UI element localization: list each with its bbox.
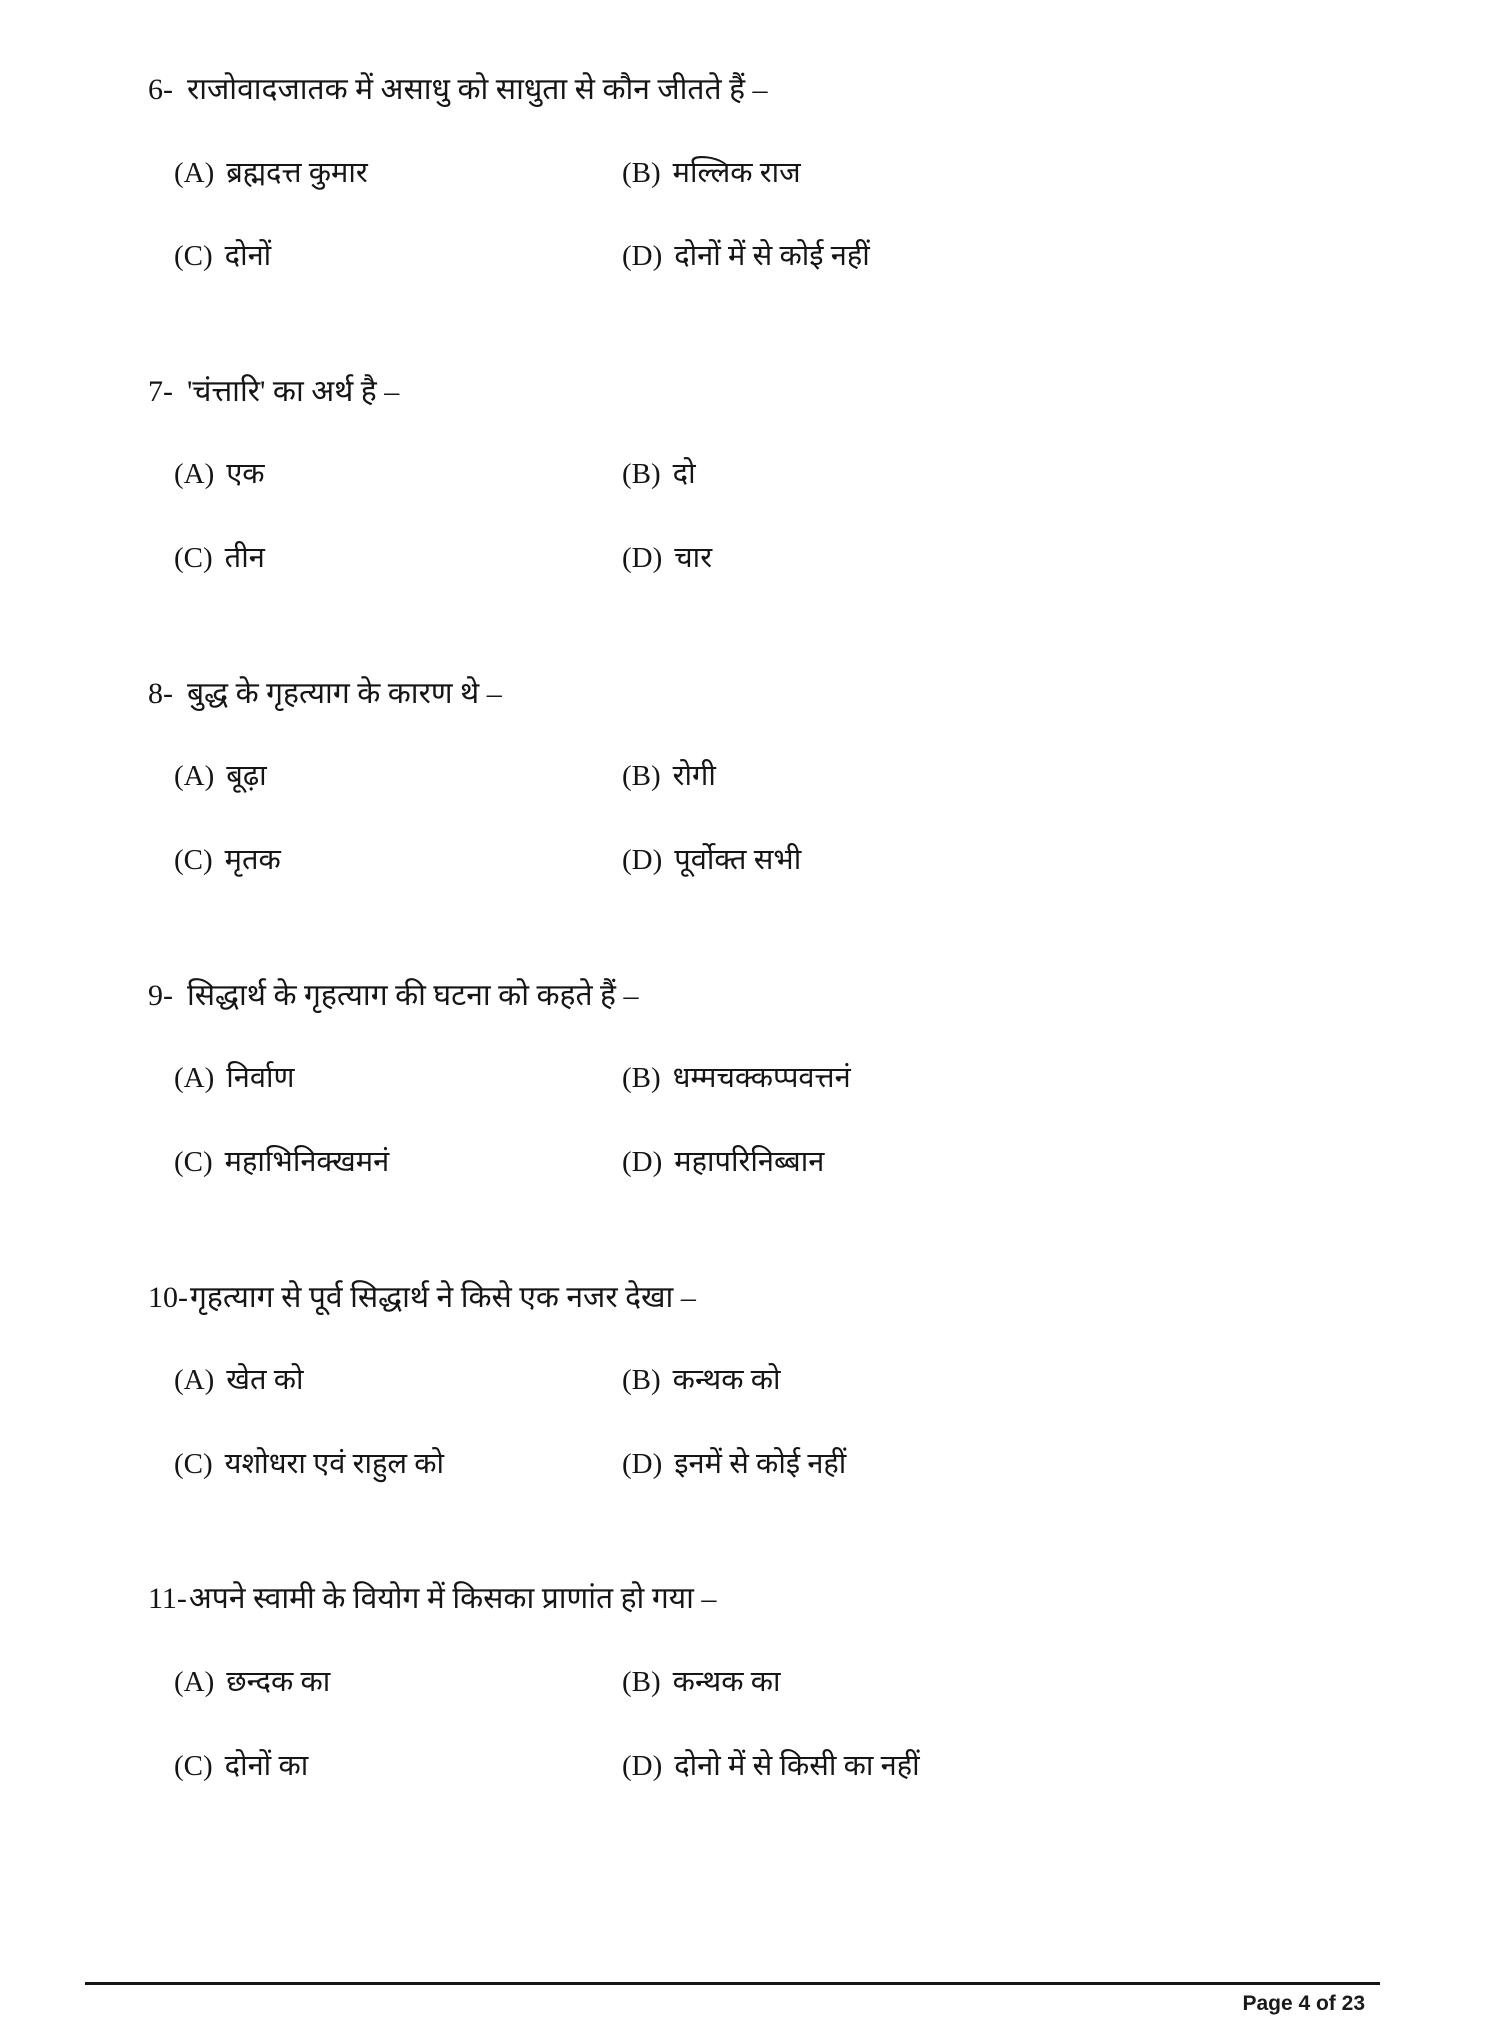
question-7 <box>148 372 1395 578</box>
option-label: (B) <box>622 1665 661 1698</box>
option-text: महाभिनिक्खमनं <box>224 1145 390 1178</box>
question-8-number: 8- <box>148 676 173 710</box>
option-text: दोनो में से किसी का नहीं <box>674 1749 920 1782</box>
option-label: (A) <box>174 458 215 491</box>
option-label: (D) <box>622 542 663 575</box>
option-label: (D) <box>622 1145 663 1178</box>
option-label: (A) <box>174 1062 215 1095</box>
question-11-text: अपने स्वामी के वियोग में किसका प्राणांत हो गया – <box>188 1582 717 1616</box>
option-label: (B) <box>622 1062 661 1095</box>
question-11-options <box>174 1664 1395 1785</box>
option-text: निर्वाण <box>226 1062 295 1095</box>
question-8-option-d <box>622 842 1395 880</box>
option-text: दोनों <box>224 240 272 273</box>
question-6-option-a <box>174 155 622 193</box>
question-8-line <box>148 674 1395 715</box>
question-8-text: बुद्ध के गृहत्याग के कारण थे – <box>187 676 502 710</box>
option-text: बूढ़ा <box>226 760 267 793</box>
question-10-option-a <box>174 1362 622 1400</box>
question-10-options <box>174 1362 1395 1483</box>
question-10-option-b <box>622 1362 1395 1400</box>
question-9-text: सिद्धार्थ के गृहत्याग की घटना को कहते हैं – <box>187 978 639 1012</box>
option-label: (C) <box>174 1749 213 1782</box>
question-9-option-b <box>622 1060 1395 1098</box>
footer-divider-line <box>85 1982 1380 1985</box>
question-6-text: राजोवादजातक में असाधु को साधुता से कौन जीतते हैं – <box>187 73 768 106</box>
option-label: (B) <box>622 458 661 491</box>
question-6-option-d <box>622 238 1395 276</box>
question-6-options <box>174 155 1395 276</box>
question-6-option-c <box>174 238 622 276</box>
option-text: कन्थक को <box>672 1364 781 1396</box>
question-9-number: 9- <box>148 978 173 1012</box>
option-text: महापरिनिब्बान <box>674 1145 825 1178</box>
question-11-line <box>148 1579 1395 1620</box>
option-label: (C) <box>174 240 213 273</box>
question-9 <box>148 976 1395 1182</box>
option-text: रोगी <box>672 760 716 793</box>
question-10-option-c <box>174 1446 622 1484</box>
question-10-number: 10- <box>148 1280 188 1314</box>
option-label: (C) <box>174 542 213 575</box>
option-text: एक <box>226 458 265 491</box>
option-label: (D) <box>622 1447 663 1480</box>
option-text: ब्रह्मदत्त कुमार <box>226 156 368 189</box>
question-9-option-c <box>174 1144 622 1182</box>
question-9-options <box>174 1060 1395 1181</box>
question-8 <box>148 674 1395 880</box>
question-11-option-d <box>622 1748 1395 1786</box>
option-text: तीन <box>224 542 265 575</box>
question-8-options <box>174 758 1395 879</box>
page-number-label: Page 4 of 23 <box>1242 1992 1365 2015</box>
question-11-option-a <box>174 1664 622 1702</box>
option-label: (B) <box>622 1364 661 1396</box>
option-label: (C) <box>174 843 213 876</box>
question-11-option-b <box>622 1664 1395 1702</box>
option-text: मृतक <box>224 843 281 876</box>
option-label: (C) <box>174 1145 213 1178</box>
option-text: दोनों का <box>224 1749 309 1782</box>
question-10-option-d <box>622 1446 1395 1484</box>
question-10-text: गृहत्याग से पूर्व सिद्धार्थ ने किसे एक नजर देखा – <box>190 1280 696 1314</box>
question-8-option-a <box>174 758 622 796</box>
option-label: (B) <box>622 156 661 189</box>
option-label: (D) <box>622 240 663 273</box>
option-text: धम्मचक्कप्पवत्तनं <box>672 1062 851 1095</box>
question-7-options <box>174 456 1395 577</box>
question-9-option-d <box>622 1144 1395 1182</box>
option-label: (C) <box>174 1447 213 1480</box>
option-text: यशोधरा एवं राहुल को <box>224 1447 445 1480</box>
question-11-option-c <box>174 1748 622 1786</box>
question-10-line <box>148 1278 1395 1319</box>
question-11-number: 11- <box>148 1582 187 1616</box>
question-7-option-a <box>174 456 622 494</box>
question-7-option-c <box>174 540 622 578</box>
option-text: खेत को <box>226 1364 304 1396</box>
option-text: दो <box>672 458 696 491</box>
question-7-text: 'चंत्तारि' का अर्थ है – <box>187 374 400 408</box>
option-label: (A) <box>174 760 215 793</box>
option-label: (A) <box>174 1665 215 1698</box>
question-6-option-b <box>622 155 1395 193</box>
option-text: पूर्वोक्त सभी <box>674 843 802 876</box>
question-8-option-b <box>622 758 1395 796</box>
option-text: चार <box>674 542 713 575</box>
question-7-number: 7- <box>148 374 173 408</box>
option-text: कन्थक का <box>672 1665 781 1698</box>
question-6-number: 6- <box>148 73 173 106</box>
question-7-line <box>148 372 1395 413</box>
question-6 <box>148 70 1395 276</box>
option-label: (A) <box>174 1364 215 1396</box>
option-label: (D) <box>622 1749 663 1782</box>
question-6-line <box>148 70 1395 111</box>
option-text: मल्लिक राज <box>672 156 801 189</box>
question-9-option-a <box>174 1060 622 1098</box>
option-text: छन्दक का <box>226 1665 331 1698</box>
option-text: इनमें से कोई नहीं <box>674 1447 847 1480</box>
question-11 <box>148 1579 1395 1785</box>
question-9-line <box>148 976 1395 1017</box>
option-label: (D) <box>622 843 663 876</box>
option-label: (A) <box>174 156 215 189</box>
question-7-option-d <box>622 540 1395 578</box>
question-8-option-c <box>174 842 622 880</box>
option-label: (B) <box>622 760 661 793</box>
option-text: दोनों में से कोई नहीं <box>674 240 870 273</box>
question-7-option-b <box>622 456 1395 494</box>
question-10 <box>148 1278 1395 1484</box>
